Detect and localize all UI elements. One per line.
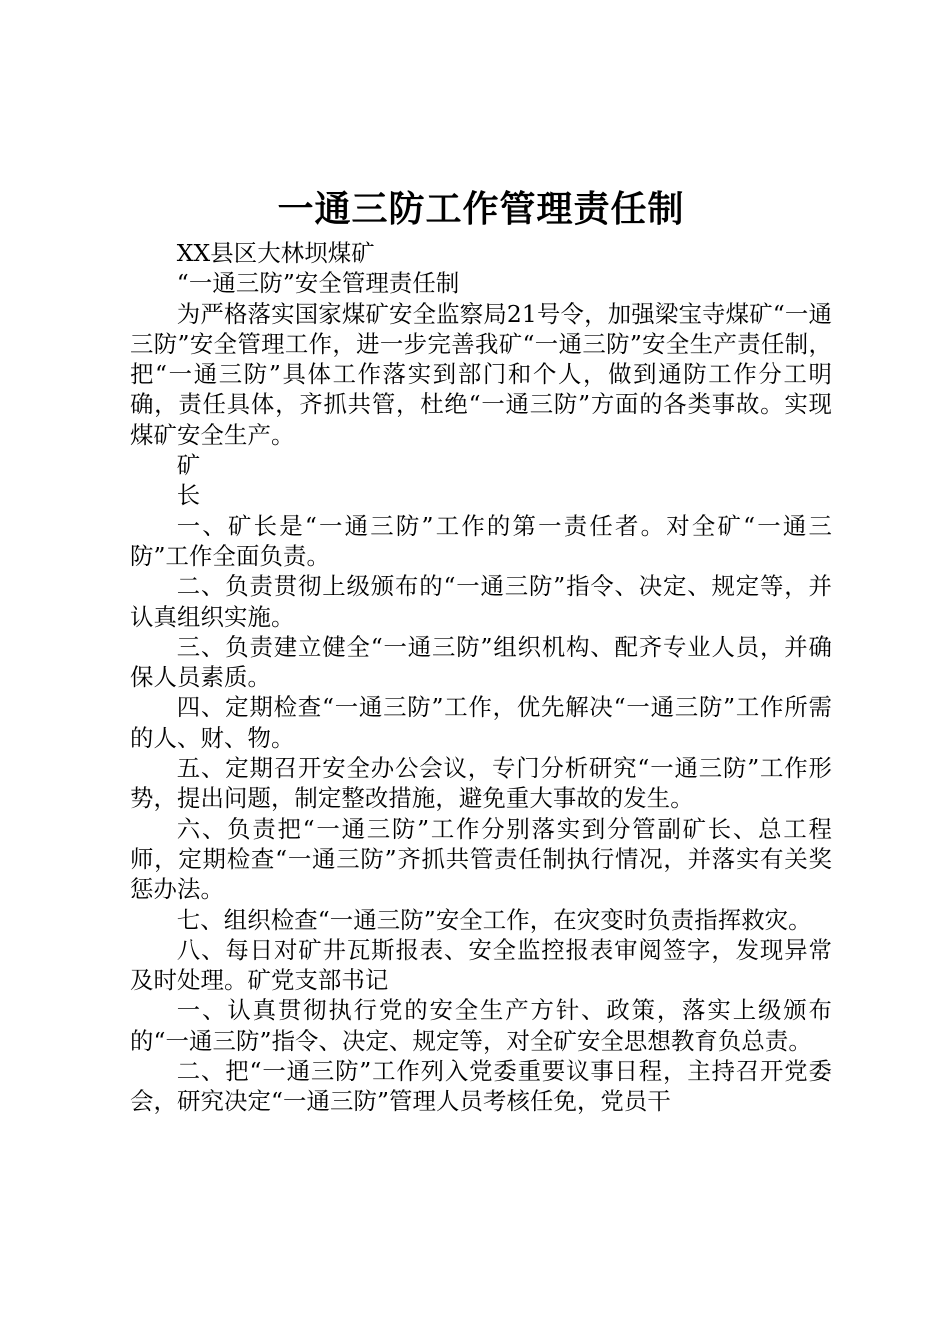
paragraph: 为严格落实国家煤矿安全监察局21号令，加强梁宝寺煤矿“一通三防”安全管理工作，进一步完善我矿“一通三防”安全生产责任制，把“一通三防”具体工作落实到部门和个人，做到通防工作分工明确，责任具体，齐抓共管，杜绝“一通三防”方面的各类事故。实现煤矿安全生产。 <box>130 299 832 449</box>
paragraph: 二、把“一通三防”工作列入党委重要议事日程，主持召开党委会，研究决定“一通三防”管理人员考核任免，党员干 <box>130 1057 832 1116</box>
paragraph: XX县区大林坝煤矿 <box>176 239 375 267</box>
document-body <box>130 238 832 1117</box>
paragraph: 矿 <box>176 451 201 480</box>
paragraph: 八、每日对矿井瓦斯报表、安全监控报表审阅签字，发现异常及时处理。矿党支部书记 <box>130 935 832 995</box>
document-title: 一通三防工作管理责任制 <box>277 188 685 230</box>
paragraph: 长 <box>176 481 201 510</box>
paragraph: 一、认真贯彻执行党的安全生产方针、政策，落实上级颁布的“一通三防”指令、决定、规定等，对全矿安全思想教育负总责。 <box>130 996 832 1055</box>
paragraph: 一、矿长是“一通三防”工作的第一责任者。对全矿“一通三防”工作全面负责。 <box>130 511 832 570</box>
paragraph: 五、定期召开安全办公会议，专门分析研究“一通三防”工作形势，提出问题，制定整改措施，避免重大事故的发生。 <box>130 754 832 813</box>
document-page <box>130 184 832 1117</box>
paragraph: “一通三防”安全管理责任制 <box>176 269 460 298</box>
paragraph: 四、定期检查“一通三防”工作，优先解决“一通三防”工作所需的人、财、物。 <box>130 693 832 752</box>
paragraph: 三、负责建立健全“一通三防”组织机构、配齐专业人员，并确保人员素质。 <box>130 632 832 692</box>
paragraph: 七、组织检查“一通三防”安全工作，在灾变时负责指挥救灾。 <box>176 905 812 934</box>
paragraph: 二、负责贯彻上级颁布的“一通三防”指令、决定、规定等，并认真组织实施。 <box>130 572 832 631</box>
paragraph: 六、负责把“一通三防”工作分别落实到分管副矿长、总工程师，定期检查“一通三防”齐抓共管责任制执行情况，并落实有关奖惩办法。 <box>130 814 832 904</box>
